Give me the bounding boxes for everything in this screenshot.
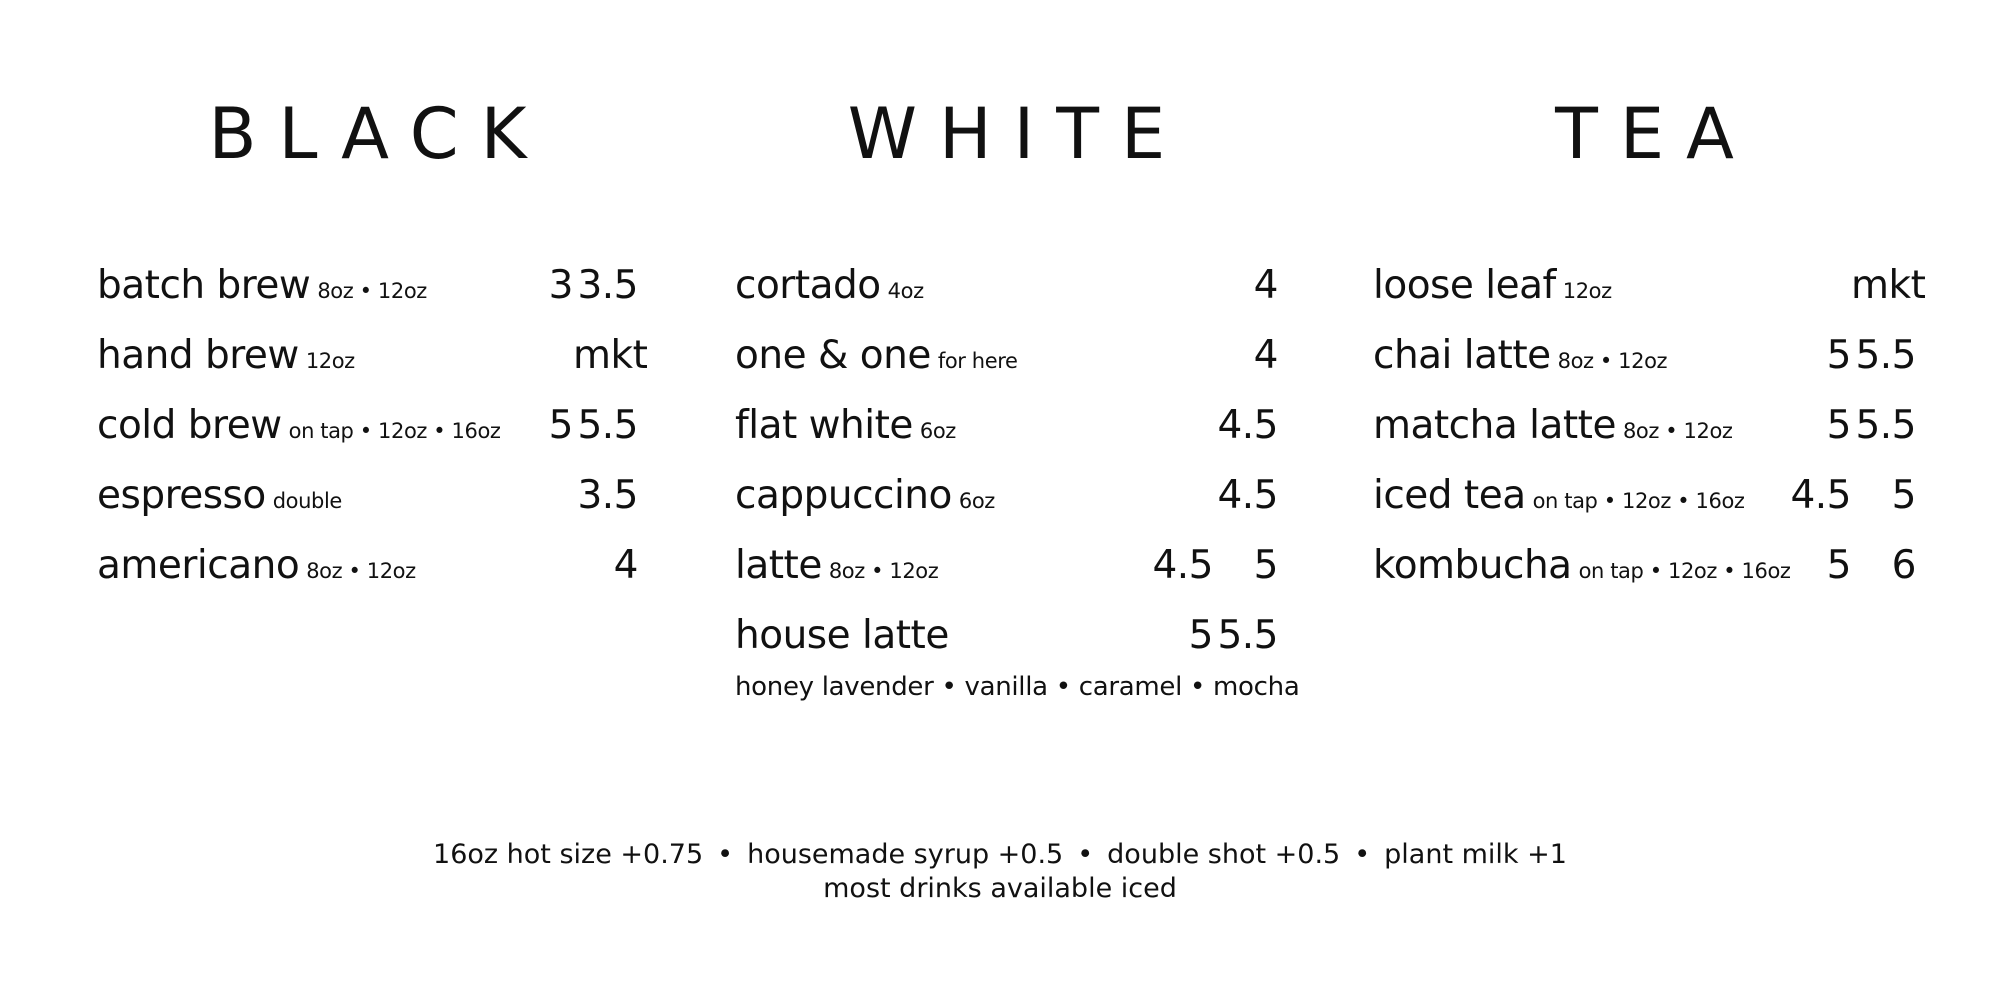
item-name: matcha latte (1373, 403, 1616, 448)
menu-item (97, 328, 648, 398)
menu-item (735, 468, 1278, 538)
item-prices (1213, 468, 1278, 524)
item-prices (1152, 538, 1278, 594)
price-large: 4.5 (1217, 473, 1278, 518)
item-prices (1790, 468, 1916, 524)
item-name: espresso (97, 473, 266, 518)
menu-item (735, 398, 1278, 468)
price-small: 5 (1188, 613, 1213, 658)
price-large: 5 (1253, 543, 1278, 588)
price-small: 3 (548, 263, 573, 308)
price-large: 5 (1891, 473, 1916, 518)
item-prices (1827, 398, 1916, 454)
item-name: kombucha (1373, 543, 1572, 588)
price-small: 4.5 (1152, 543, 1213, 588)
menu-item (97, 398, 638, 468)
menu-item (97, 258, 638, 328)
price-large: 5.5 (1855, 403, 1916, 448)
white-heading: WHITE (847, 93, 1188, 175)
item-note: 8oz • 12oz (828, 559, 939, 583)
price-large: 5.5 (1217, 613, 1278, 658)
price-large: 5.5 (577, 403, 638, 448)
price-small: 5 (1826, 543, 1851, 588)
item-name: flat white (735, 403, 913, 448)
item-prices (549, 258, 638, 314)
item-prices (1213, 398, 1278, 454)
item-note: double (272, 489, 342, 513)
menu-item (735, 538, 1278, 608)
item-prices (549, 398, 638, 454)
item-name: cold brew (97, 403, 282, 448)
price-large: mkt (573, 333, 648, 378)
menu-item (735, 328, 1278, 398)
addon-item: housemade syrup +0.5 (747, 839, 1064, 870)
item-prices (1827, 538, 1916, 594)
menu-item (1373, 538, 1916, 608)
price-large: 3.5 (577, 473, 638, 518)
menu-item (735, 258, 1278, 328)
price-large: 5.5 (1855, 333, 1916, 378)
item-name: iced tea (1373, 473, 1526, 518)
item-prices (573, 328, 648, 384)
item-name: chai latte (1373, 333, 1551, 378)
item-note: 6oz (958, 489, 995, 513)
menu-item (1373, 328, 1916, 398)
item-note: 6oz (919, 419, 956, 443)
item-prices (1213, 258, 1278, 314)
item-note: on tap • 12oz • 16oz (288, 419, 501, 443)
price-small: 4.5 (1790, 473, 1851, 518)
item-note: 8oz • 12oz (317, 279, 427, 303)
menu-item (1373, 468, 1916, 538)
price-large: 4 (1253, 333, 1278, 378)
item-prices (1189, 608, 1278, 664)
item-note: 12oz (1562, 279, 1612, 303)
addon-item: 16oz hot size +0.75 (433, 839, 704, 870)
price-large: 4.5 (1217, 403, 1278, 448)
item-name: loose leaf (1373, 263, 1556, 308)
menu-item (735, 608, 1278, 678)
item-prices (1213, 328, 1278, 384)
separator: • (717, 839, 734, 870)
price-small: 5 (1826, 403, 1851, 448)
item-note: 4oz (887, 279, 924, 303)
item-note: on tap • 12oz • 16oz (1578, 559, 1791, 583)
separator: • (1077, 839, 1094, 870)
item-prices (573, 468, 638, 524)
white-items (735, 258, 1278, 678)
menu-item (1373, 258, 1926, 328)
item-prices (1851, 258, 1926, 314)
addons-line (0, 838, 2000, 872)
item-note: 8oz • 12oz (1622, 419, 1733, 443)
menu-item (97, 538, 638, 608)
item-name: batch brew (97, 263, 311, 308)
price-large: 3.5 (577, 263, 638, 308)
item-name: americano (97, 543, 300, 588)
price-large: 4 (1253, 263, 1278, 308)
price-small: 5 (1826, 333, 1851, 378)
tea-items (1373, 258, 1926, 608)
addon-item: double shot +0.5 (1107, 839, 1341, 870)
price-small: 5 (548, 403, 573, 448)
menu-item (1373, 398, 1916, 468)
house-latte-flavors: honey lavender • vanilla • caramel • mocha (735, 672, 1300, 702)
item-prices (573, 538, 638, 594)
black-items (97, 258, 648, 608)
item-name: cortado (735, 263, 881, 308)
menu-item (97, 468, 638, 538)
item-note: 8oz • 12oz (1557, 349, 1668, 373)
menu-footer (0, 838, 2000, 906)
item-note: 12oz (305, 349, 355, 373)
item-name: hand brew (97, 333, 299, 378)
item-name: latte (735, 543, 822, 588)
price-large: 4 (613, 543, 638, 588)
item-note: for here (937, 349, 1018, 373)
iced-note: most drinks available iced (823, 873, 1177, 904)
item-name: house latte (735, 613, 949, 658)
addon-item: plant milk +1 (1384, 839, 1567, 870)
price-large: 6 (1891, 543, 1916, 588)
tea-heading: TEA (1555, 93, 1756, 175)
item-note: 8oz • 12oz (306, 559, 416, 583)
item-note: on tap • 12oz • 16oz (1532, 489, 1745, 513)
item-name: one & one (735, 333, 931, 378)
item-prices (1827, 328, 1916, 384)
price-large: mkt (1851, 263, 1926, 308)
item-name: cappuccino (735, 473, 952, 518)
black-heading: BLACK (208, 93, 549, 175)
separator: • (1354, 839, 1371, 870)
